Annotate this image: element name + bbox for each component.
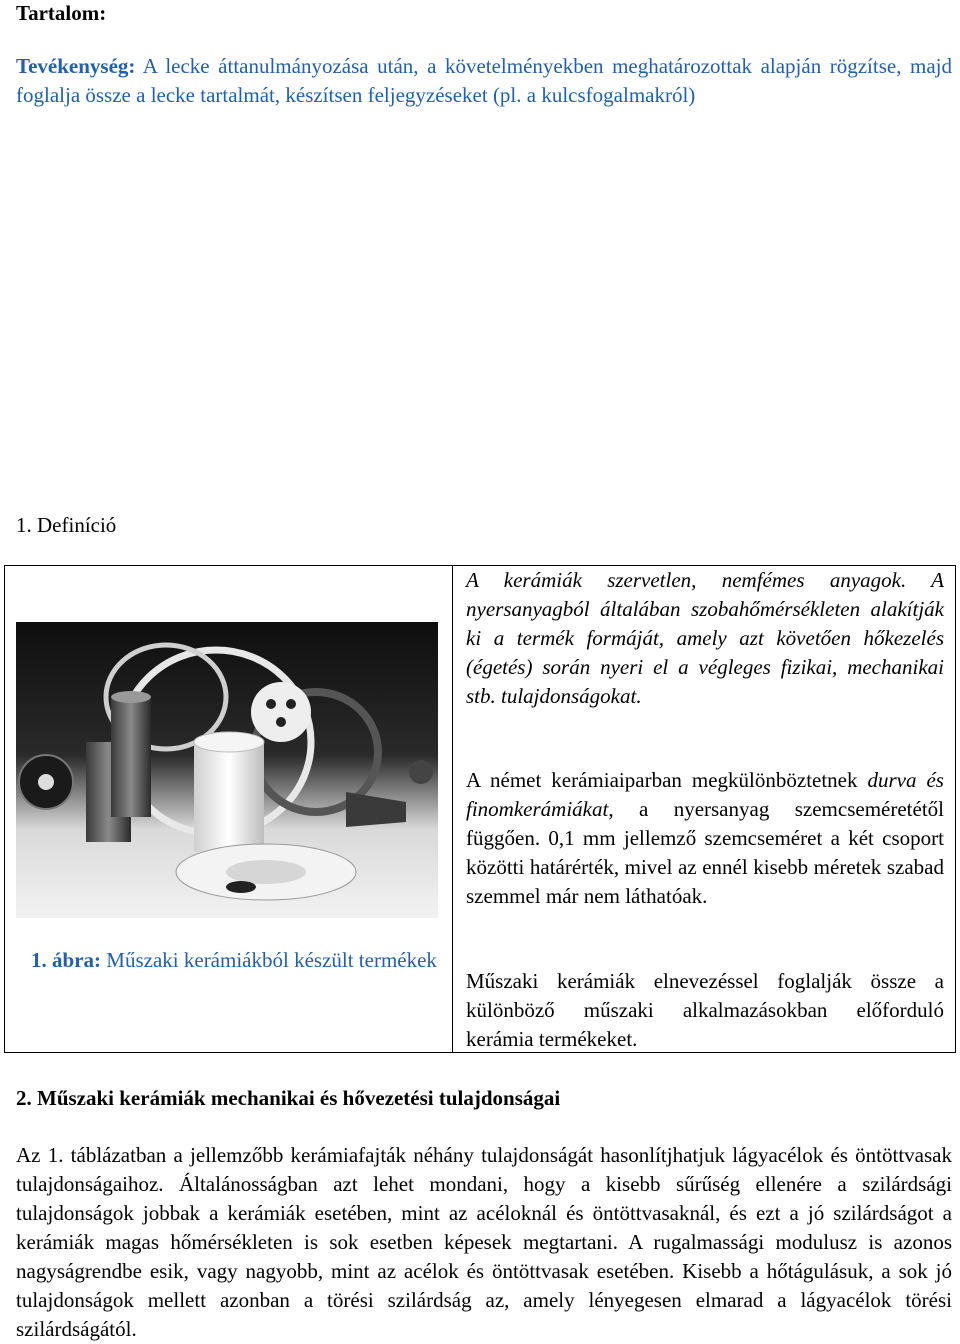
activity-text: A lecke áttanulmányozása után, a követelményekben meghatározottak alapján rögzítse, majd foglalja össze a lecke tartalmát, készítsen feljegyzéseket (pl. a kulcsfogalmakról) [16, 54, 953, 107]
definition-paragraph-1: A kerámiák szervetlen, nemfémes anyagok. A nyersanyagból általában szobahőmérsékleten alakítják ki a termék formáját, amely azt követően hőkezelés (égetés) során nyeri el a végleges fizikai, mechanikai stb. tulajdonságokat. [466, 568, 944, 708]
ceramic-products-illustration [16, 622, 438, 918]
paragraph-2-italic: durva és finomkerámiákat [466, 768, 944, 821]
section-2-title: 2. Műszaki kerámiák mechanikai és hővezetési tulajdonságai [16, 1086, 561, 1110]
figure-caption [16, 946, 452, 975]
figure-caption-text: Műszaki kerámiákból készült termékek [106, 948, 437, 972]
definition-paragraph-3: Műszaki kerámiák elnevezéssel foglalják össze a különböző műszaki alkalmazásokban előforduló kerámia termékeket. [466, 969, 944, 1051]
paragraph-2-text-a: A német kerámiaiparban megkülönböztetnek [466, 768, 868, 792]
activity-instruction [16, 52, 952, 110]
paragraph-2-text-b: , a nyersanyag szemcseméretétől függően. 0,1 mm jellemző szemcseméret a két csoport közötti határérték, mivel az ennél kisebb méretek szabad szemmel már nem láthatóak. [466, 797, 944, 908]
table-divider [452, 565, 453, 1053]
ceramic-products-photo [16, 622, 438, 918]
section-2-body: Az 1. táblázatban a jellemzőbb kerámiafajták néhány tulajdonságát hasonlítjhatjuk lágyacélok és öntöttvasak tulajdonságaihoz. Általánosságban azt lehet mondani, hogy a kisebb sűrűség ellenére a szilárdsági tulajdonságok jobbak a kerámiák esetében, mint az acéloknál és öntöttvasaknál, és ezt a jó szilárdságot a kerámiák magas hőmérsékleten is sok esetben képesek megtartani. A rugalmassági modulusz is azonos nagyságrendbe esik, vagy nagyobb, mint az acélok és öntöttvasak esetében. Kisebb a hőtágulásuk, a sok jó tulajdonságok mellett azonban a törési szilárdság az, amely lényegesen elmarad a lágyacélok törési szilárdságától. [16, 1143, 952, 1341]
definition-paragraph-2 [466, 766, 944, 911]
activity-label: Tevékenység: [16, 54, 136, 78]
section-definition-title: 1. Definíció [16, 513, 117, 537]
page-heading: Tartalom: [16, 1, 107, 25]
figure-caption-label: 1. ábra: [31, 948, 102, 972]
